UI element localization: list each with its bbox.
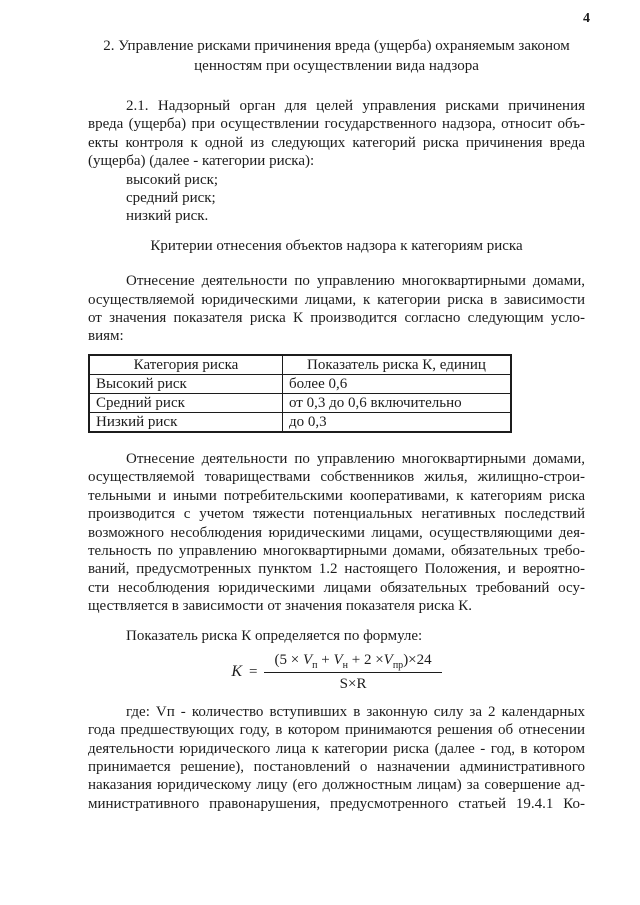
paragraph-tsj-cooperatives [88, 450, 585, 616]
paragraph-where-definition [88, 703, 585, 813]
text-line: 2. Управление рисками причинения вреда (ущерба) охраняемым законом [103, 38, 570, 54]
paragraph-2-1 [88, 97, 585, 171]
table-row [89, 412, 511, 432]
text-line: средний риск; [126, 190, 216, 207]
table-cell-indicator: от 0,3 до 0,6 включительно [283, 393, 512, 412]
formula-term: + 2 × [347, 651, 384, 668]
table-cell-indicator: до 0,3 [283, 412, 512, 432]
risk-category-list [88, 171, 585, 226]
text-line: от значения показателя риска К производится согласно следующим усло- [88, 310, 585, 327]
text-line: министративного правонарушения, предусмотренного статьей 19.4.1 Ко- [88, 795, 585, 812]
text-line: екты контроля к одной из следующих категорий риска причинения вреда [88, 134, 585, 151]
text-line: тельность по управлению многоквартирными домами, обязательных требо- [88, 542, 585, 559]
table-header-category: Категория риска [89, 355, 283, 375]
section-heading [88, 36, 585, 76]
text-line: низкий риск. [126, 208, 209, 225]
formula-subscript: пр [392, 659, 404, 671]
formula-subscript: п [312, 659, 318, 671]
table-row [89, 393, 511, 412]
table-cell-indicator: более 0,6 [283, 374, 512, 393]
risk-formula [88, 651, 585, 694]
text-line: осуществляемой юридическими лицами, к категории риска в зависимости [88, 291, 585, 308]
text-line: осуществляемой товариществами собственников жилья, жилищно-строи- [88, 469, 585, 486]
formula-term: (5 × [274, 651, 303, 668]
text-line: производится с учетом тяжести потенциальных негативных последствий [88, 506, 585, 523]
page-number: 4 [583, 11, 590, 26]
text-line: ваний, предусмотренных пунктом 1.2 настоящего Положения, и вероятно- [88, 561, 585, 578]
formula-term: )×24 [403, 651, 432, 668]
text-line: принимается решение), постановлений о назначении административного [88, 758, 585, 775]
text-line: Показатель риска К определяется по формуле: [126, 627, 423, 644]
text-line: ценностям при осуществлении вида надзора [194, 58, 479, 74]
formula-term: + [317, 651, 334, 668]
text-line: виям: [88, 328, 124, 345]
text-line: наказания юридическому лицу (его должностным лицам) за совершение ад- [88, 777, 585, 794]
table-header-indicator: Показатель риска К, единиц [283, 355, 512, 375]
table-row [89, 374, 511, 393]
text-line: (ущерба) (далее - категории риска): [88, 153, 315, 170]
formula-row [231, 651, 441, 694]
text-line: возможного несоблюдения юридическими лицами, осуществляющими дея- [88, 524, 585, 541]
formula-subscript: н [342, 659, 348, 671]
text-line: Отнесение деятельности по управлению многоквартирными домами, [126, 450, 585, 467]
formula-variable: V [302, 651, 313, 668]
risk-category-table [88, 354, 512, 433]
text-line: деятельности юридического лица к категории риска (далее - год, в котором [88, 740, 585, 757]
table-cell-category: Низкий риск [89, 412, 283, 432]
formula-variable: V [383, 651, 393, 668]
text-line: Отнесение деятельности по управлению многоквартирными домами, [126, 273, 585, 290]
table-header-row [89, 355, 511, 375]
text-line: высокий риск; [126, 171, 219, 188]
text-line: Критерии отнесения объектов надзора к категориям риска [150, 237, 523, 254]
criteria-heading [88, 237, 585, 255]
formula-lhs: K [231, 663, 243, 681]
text-line: 2.1. Надзорный орган для целей управления рисками причинения [126, 98, 585, 114]
formula-intro [88, 627, 585, 645]
formula-fraction [264, 651, 441, 694]
formula-variable: V [333, 651, 343, 668]
text-line: сти несоблюдения юридическими лицами обязательных требований осу- [88, 579, 585, 596]
text-line: ществляется в зависимости от значения показателя риска К. [88, 598, 473, 615]
paragraph-criteria [88, 272, 585, 346]
text-line: где: Vп - количество вступивших в законную силу за 2 календарных [126, 703, 585, 720]
table-cell-category: Высокий риск [89, 374, 283, 393]
formula-denominator: S×R [339, 676, 367, 693]
formula-numerator [264, 651, 441, 673]
formula-equals: = [249, 664, 258, 681]
table-cell-category: Средний риск [89, 393, 283, 412]
text-line: года предшествующих году, в котором принимаются решения об отнесении [88, 722, 585, 739]
text-line: тельными и иными потребительскими кооперативами, к категориям риска [88, 487, 585, 504]
text-line: вреда (ущерба) при осуществлении государственного надзора, относит объ- [88, 116, 585, 133]
